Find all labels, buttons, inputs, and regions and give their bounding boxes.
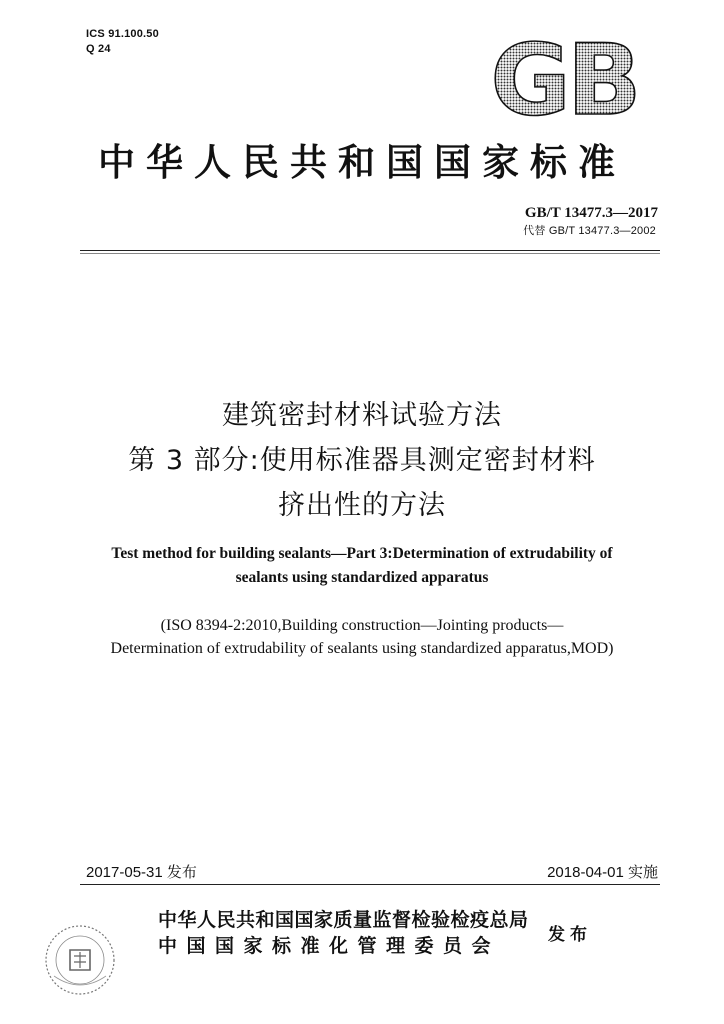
standard-number: GB/T 13477.3—2017	[524, 205, 658, 221]
implement-date: 2018-04-01 实施	[547, 864, 658, 881]
publisher-seal-stamp	[40, 920, 120, 1000]
ics-code: ICS 91.100.50	[86, 28, 159, 40]
english-title-line-2: sealants using standardized apparatus	[235, 569, 489, 586]
replaces-standard: 代替 GB/T 13477.3—2002	[523, 225, 656, 237]
issuer-line-1: 中华人民共和国国家质量监督检验检疫总局	[158, 909, 529, 931]
iso-reference-line-1: (ISO 8394-2:2010,Building construction—Jointing products—	[160, 617, 564, 634]
publish-date: 2017-05-31 发布	[86, 864, 197, 881]
ccs-code: Q 24	[86, 43, 111, 55]
chinese-title-line-1: 建筑密封材料试验方法	[222, 400, 502, 431]
footer-divider	[80, 884, 660, 885]
gb-logo-text: GB	[490, 36, 638, 120]
chinese-title-line-3: 挤出性的方法	[278, 490, 446, 521]
classification-codes	[86, 27, 159, 57]
gb-logo	[488, 36, 640, 120]
issuer-line-2: 中国国家标准化管理委员会	[158, 935, 501, 957]
english-title-line-1: Test method for building sealants—Part 3:Determination of extrudability of	[111, 545, 613, 562]
iso-reference-line-2: Determination of extrudability of sealants using standardized apparatus,MOD)	[110, 640, 614, 657]
standard-type-heading: 中华人民共和国国家标准	[98, 141, 626, 184]
header-divider	[80, 250, 660, 251]
chinese-title-line-2: 第 3 部分:使用标准器具测定密封材料	[128, 445, 596, 476]
header-divider-secondary	[80, 253, 660, 254]
issue-label: 发布	[548, 925, 592, 945]
